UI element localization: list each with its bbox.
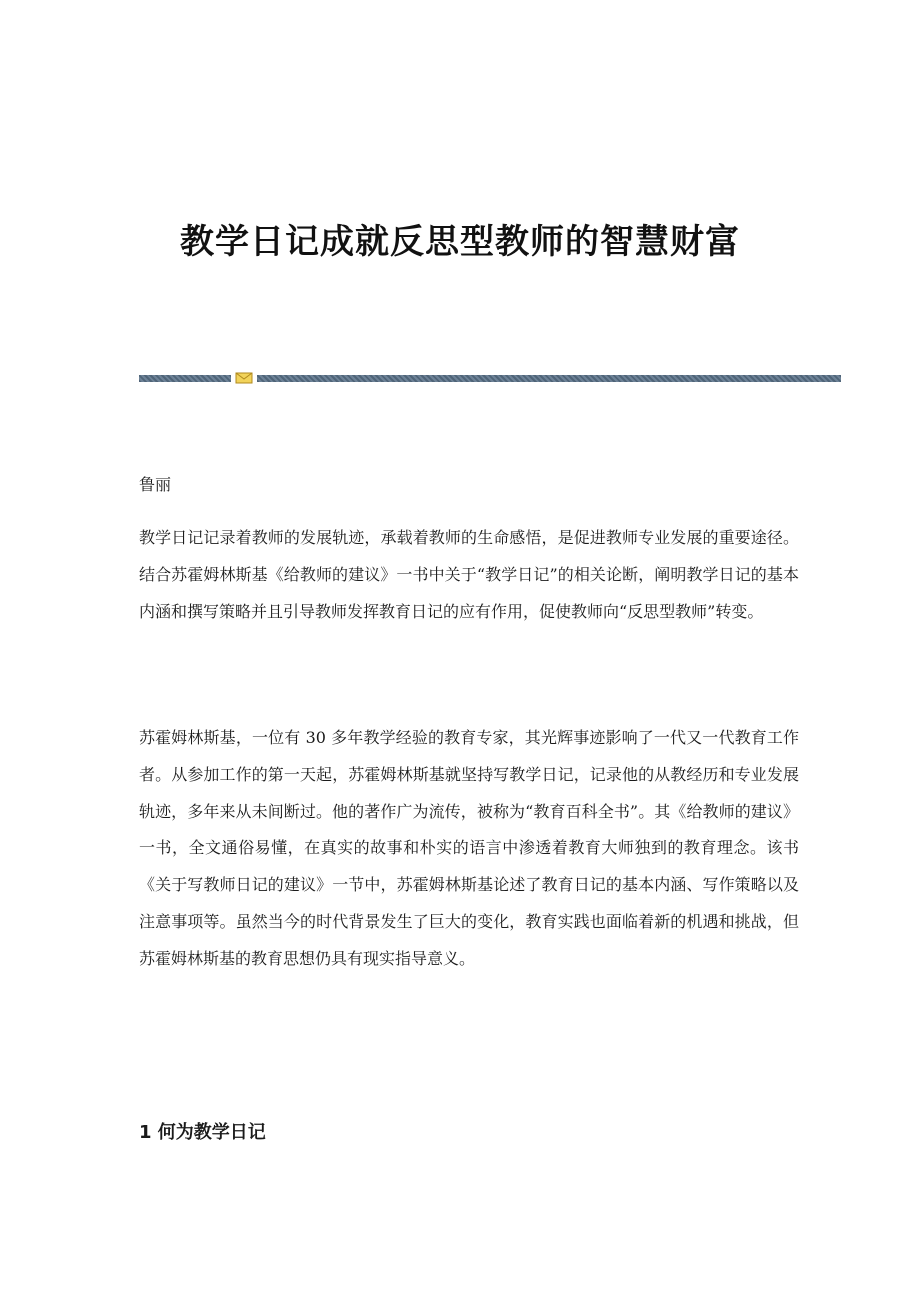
- title-divider: [139, 372, 841, 384]
- document-title: 教学日记成就反思型教师的智慧财富: [180, 222, 740, 262]
- abstract-paragraph: 教学日记记录着教师的发展轨迹，承载着教师的生命感悟，是促进教师专业发展的重要途径。结合苏霍姆林斯基《给教师的建议》一书中关于“教学日记”的相关论断，阐明教学日记的基本内涵和撰写策略并且引导教师发挥教育日记的应有作用，促使教师向“反思型教师”转变。: [139, 528, 799, 621]
- author-name: 鲁丽: [139, 475, 172, 494]
- divider-bar-left: [139, 375, 231, 382]
- section-heading: 1 何为教学日记: [139, 1122, 266, 1143]
- divider-bar-right: [257, 375, 841, 382]
- body-paragraph: 苏霍姆林斯基，一位有 30 多年教学经验的教育专家，其光辉事迹影响了一代又一代教育工作者。从参加工作的第一天起，苏霍姆林斯基就坚持写教学日记，记录他的从教经历和专业发展轨迹，多年来从未间断过。他的著作广为流传，被称为“教育百科全书”。其《给教师的建议》一书，全文通俗易懂，在真实的故事和朴实的语言中渗透着教育大师独到的教育理念。该书《关于写教师日记的建议》一节中，苏霍姆林斯基论述了教育日记的基本内涵、写作策略以及注意事项等。虽然当今的时代背景发生了巨大的变化，教育实践也面临着新的机遇和挑战，但苏霍姆林斯基的教育思想仍具有现实指导意义。: [139, 728, 799, 968]
- envelope-ornament-icon: [235, 372, 253, 384]
